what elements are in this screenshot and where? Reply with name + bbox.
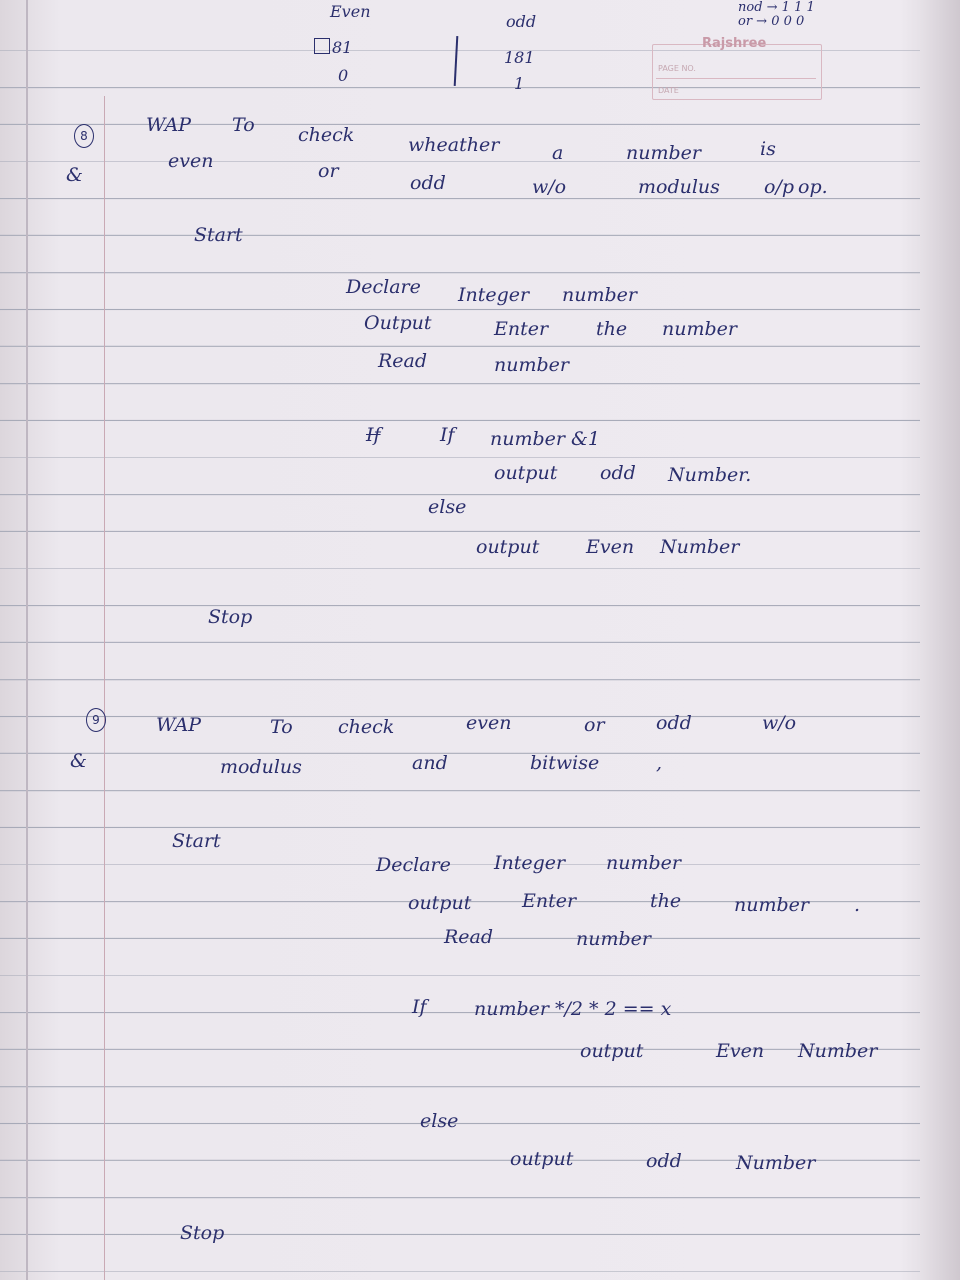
q8-word: is — [760, 138, 776, 160]
q9-word: even — [466, 712, 512, 734]
question-number-9: 9 — [86, 708, 106, 732]
q8-word: o/p — [764, 176, 795, 198]
q9-else-output: output — [510, 1148, 574, 1170]
q8-read-var: number — [494, 354, 569, 376]
q8-word: or — [318, 160, 339, 182]
q8-if-output: output — [494, 462, 558, 484]
q8-if: If — [440, 424, 455, 446]
binding-edge — [26, 0, 28, 1280]
q8-else-output: output — [476, 536, 540, 558]
margin-line — [104, 96, 105, 1280]
q9-output-word: the — [650, 890, 682, 912]
q9-declare: Declare — [376, 854, 451, 876]
q9-read-var: number — [576, 928, 651, 950]
date-label: DATE — [658, 86, 679, 95]
q8-word: wheather — [408, 134, 500, 156]
odd-heading: odd — [506, 12, 537, 31]
q9-word: w/o — [762, 712, 797, 734]
q9-word: bitwise — [530, 752, 600, 774]
q8-if-output-word: odd — [600, 462, 636, 484]
q8-read: Read — [378, 350, 428, 372]
header-rule — [656, 78, 816, 79]
q8-margin-mark: & — [66, 164, 83, 186]
q8-stop: Stop — [208, 606, 253, 628]
q8-output-word: number — [662, 318, 737, 340]
q9-word: To — [270, 716, 293, 738]
q9-word: or — [584, 714, 605, 736]
q9-start: Start — [172, 830, 221, 852]
brand-logo: Rajshree — [702, 36, 767, 51]
even-value-2: 0 — [338, 66, 349, 85]
q8-word: even — [168, 150, 214, 172]
q9-if-condition: number */2 * 2 == x — [474, 998, 672, 1020]
q9-word: and — [412, 752, 448, 774]
q9-output-word: number — [734, 894, 809, 916]
page-stack-edge — [920, 0, 960, 1280]
q9-output: output — [408, 892, 472, 914]
q8-word: To — [232, 114, 255, 136]
odd-value-2: 1 — [514, 74, 525, 93]
even-heading: Even — [330, 2, 371, 21]
q8-else: else — [428, 496, 467, 518]
q9-else: else — [420, 1110, 459, 1132]
q9-word: check — [338, 716, 395, 738]
q8-word: op. — [798, 176, 828, 198]
page-no-label: PAGE NO. — [658, 64, 696, 73]
q9-margin-mark: & — [70, 750, 87, 772]
q8-word: odd — [410, 172, 446, 194]
checkbox-icon — [314, 38, 330, 54]
q8-declare-var: number — [562, 284, 637, 306]
q8-else-output-word: Even — [586, 536, 635, 558]
corner-note-2: or → 0 0 0 — [738, 14, 805, 29]
q9-output-word: Enter — [522, 890, 577, 912]
q8-word: modulus — [638, 176, 720, 198]
column-divider — [454, 36, 459, 86]
q9-output-word: . — [854, 894, 861, 916]
q9-stop: Stop — [180, 1222, 225, 1244]
q9-if-output: output — [580, 1040, 644, 1062]
q8-declare-type: Integer — [458, 284, 530, 306]
corner-note-1: nod → 1 1 1 — [738, 0, 815, 15]
q8-output: Output — [364, 312, 432, 334]
q8-word: number — [626, 142, 701, 164]
q8-word: check — [298, 124, 355, 146]
q9-word: , — [656, 752, 663, 774]
q8-if-condition: number &1 — [490, 428, 601, 450]
q9-read: Read — [444, 926, 494, 948]
q9-word: modulus — [220, 756, 302, 778]
q8-if-output-word: Number. — [668, 464, 752, 486]
question-number-8: 8 — [74, 124, 94, 148]
q9-else-output-word: Number — [736, 1152, 816, 1174]
q8-start: Start — [194, 224, 243, 246]
q9-if: If — [412, 996, 427, 1018]
q9-if-output-word: Even — [716, 1040, 765, 1062]
q9-declare-var: number — [606, 852, 681, 874]
q9-word: odd — [656, 712, 692, 734]
q9-if-output-word: Number — [798, 1040, 878, 1062]
q9-word: WAP — [156, 714, 202, 736]
q8-word: w/o — [532, 176, 567, 198]
q8-output-word: Enter — [494, 318, 549, 340]
q8-struck-word: If — [366, 424, 381, 446]
q8-else-output-word: Number — [660, 536, 740, 558]
q8-word: WAP — [146, 114, 192, 136]
q8-word: a — [552, 142, 564, 164]
q8-output-word: the — [596, 318, 628, 340]
even-value-1: 81 — [332, 38, 353, 57]
q9-else-output-word: odd — [646, 1150, 682, 1172]
q9-declare-type: Integer — [494, 852, 566, 874]
q8-declare: Declare — [346, 276, 421, 298]
odd-value-1: 181 — [504, 48, 535, 67]
